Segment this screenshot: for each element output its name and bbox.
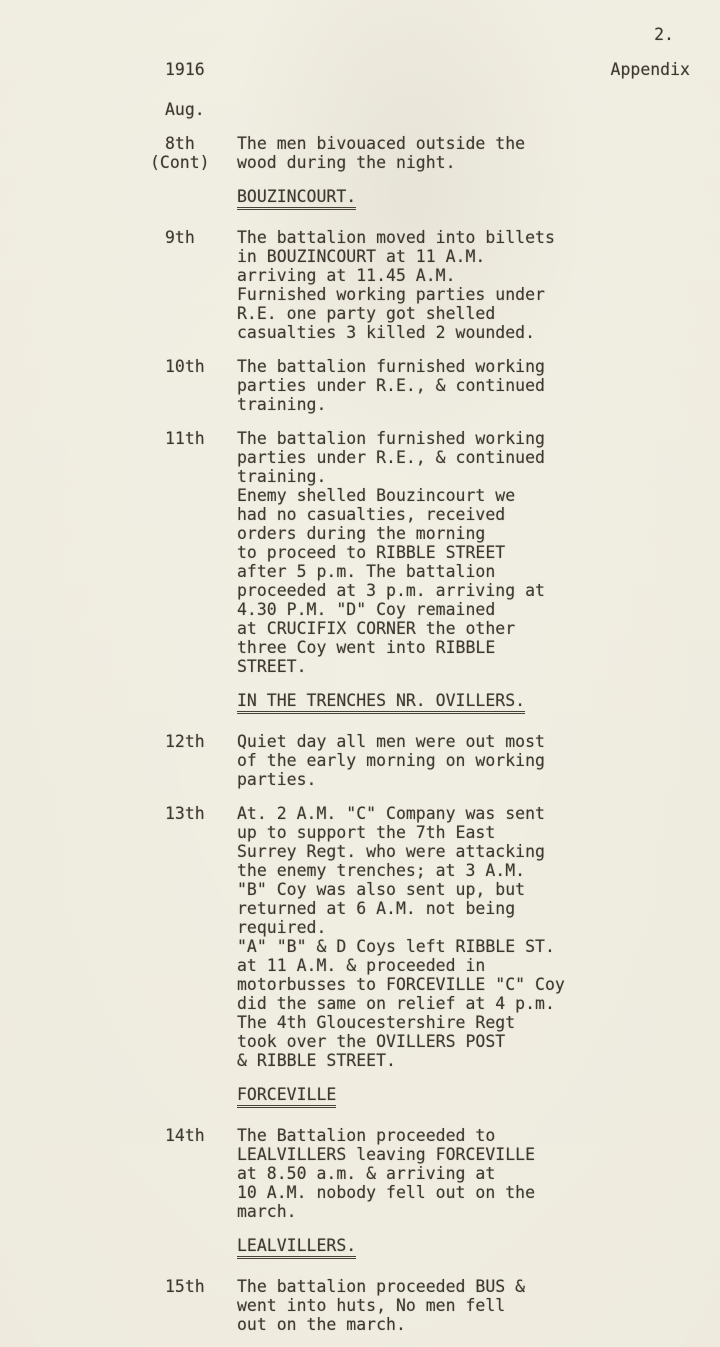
entry-line: three Coy went into RIBBLE [237, 638, 496, 657]
entry-text [237, 429, 720, 676]
entry-line: Furnished working parties under [237, 285, 545, 304]
entry-line: up to support the 7th East [237, 823, 496, 842]
entry-line: at 8.50 a.m. & arriving at [237, 1164, 496, 1183]
entry-line: parties under R.E., & continued [237, 376, 545, 395]
section-heading-row [0, 1085, 720, 1108]
entry-line: 4.30 P.M. "D" Coy remained [237, 600, 496, 619]
diary-entry [0, 357, 720, 414]
entry-line: in BOUZINCOURT at 11 A.M. [237, 247, 486, 266]
entry-text [237, 357, 720, 414]
entry-date-col [165, 732, 237, 751]
entry-text [237, 1126, 720, 1221]
entry-line: The battalion proceeded BUS & [237, 1277, 526, 1296]
entry-line: had no casualties, received [237, 505, 506, 524]
entry-line: proceeded at 3 p.m. arriving at [237, 581, 545, 600]
page-number: 2. [654, 25, 674, 44]
entry-date: 8th [165, 134, 195, 153]
entry-date: 14th [165, 1126, 205, 1145]
entry-date: 15th [165, 1277, 205, 1296]
entry-line: at 11 A.M. & proceeded in [237, 956, 486, 975]
entry-line: the enemy trenches; at 3 A.M. [237, 861, 526, 880]
entry-line: of the early morning on working [237, 751, 545, 770]
diary-entry [0, 804, 720, 1070]
entry-line: required. [237, 918, 327, 937]
entry-line: STREET. [237, 657, 307, 676]
section-heading: IN THE TRENCHES NR. OVILLERS. [237, 691, 525, 714]
entry-line: LEALVILLERS leaving FORCEVILLE [237, 1145, 536, 1164]
entry-line: Enemy shelled Bouzincourt we [237, 486, 516, 505]
section-heading-row [0, 1236, 720, 1259]
entry-date-col [150, 134, 237, 172]
entry-line: The 4th Gloucestershire Regt [237, 1013, 516, 1032]
entry-date: 9th [165, 228, 195, 247]
entry-date-col [165, 357, 237, 376]
section-heading-row [0, 691, 720, 714]
section-heading: BOUZINCOURT. [237, 187, 356, 210]
entry-line: training. [237, 395, 327, 414]
entry-line: took over the OVILLERS POST [237, 1032, 506, 1051]
entry-line: The battalion furnished working [237, 357, 545, 376]
entry-line: went into huts, No men fell [237, 1296, 506, 1315]
entry-line: after 5 p.m. The battalion [237, 562, 496, 581]
entry-text [237, 228, 720, 342]
entry-date-col [165, 1277, 237, 1296]
entry-line: to proceed to RIBBLE STREET [237, 543, 506, 562]
year-label: 1916 [165, 60, 205, 79]
diary-entry [0, 732, 720, 789]
entry-date: 10th [165, 357, 205, 376]
entry-line: Quiet day all men were out most [237, 732, 545, 751]
entry-line: march. [237, 1202, 297, 1221]
entry-line: returned at 6 A.M. not being [237, 899, 516, 918]
entry-line: & RIBBLE STREET. [237, 1051, 396, 1070]
entry-line: parties. [237, 770, 317, 789]
entry-line: training. [237, 467, 327, 486]
entry-date-col [165, 429, 237, 448]
entry-text [237, 134, 720, 172]
entry-line: The battalion furnished working [237, 429, 545, 448]
entry-line: orders during the morning [237, 524, 486, 543]
section-heading: FORCEVILLE [237, 1085, 336, 1108]
entry-date-col [165, 228, 237, 247]
diary-entry [0, 228, 720, 342]
entry-line: at CRUCIFIX CORNER the other [237, 619, 516, 638]
entry-line: motorbusses to FORCEVILLE "C" Coy [237, 975, 565, 994]
entry-text [237, 732, 720, 789]
header-row [0, 60, 720, 79]
entry-line: The men bivouaced outside the [237, 134, 526, 153]
entry-line: "A" "B" & D Coys left RIBBLE ST. [237, 937, 555, 956]
entry-line: casualties 3 killed 2 wounded. [237, 323, 536, 342]
entry-date: 13th [165, 804, 205, 823]
entry-line: wood during the night. [237, 153, 456, 172]
entry-line: parties under R.E., & continued [237, 448, 545, 467]
entry-date: 12th [165, 732, 205, 751]
entry-line: R.E. one party got shelled [237, 304, 496, 323]
entry-line: The Battalion proceeded to [237, 1126, 496, 1145]
entry-date: 11th [165, 429, 205, 448]
entry-line: Surrey Regt. who were attacking [237, 842, 545, 861]
entry-date-cont: (Cont) [150, 153, 210, 172]
entry-line: The battalion moved into billets [237, 228, 555, 247]
entry-date-col [165, 804, 237, 823]
diary-entries [0, 134, 720, 1334]
entry-text [237, 1277, 720, 1334]
diary-entry [0, 1126, 720, 1221]
entry-line: out on the march. [237, 1315, 406, 1334]
entry-text [237, 804, 720, 1070]
entry-line: At. 2 A.M. "C" Company was sent [237, 804, 545, 823]
diary-entry [0, 429, 720, 676]
diary-entry [0, 1277, 720, 1334]
entry-date-col [165, 1126, 237, 1145]
entry-line: "B" Coy was also sent up, but [237, 880, 526, 899]
diary-entry [0, 134, 720, 172]
appendix-label: Appendix [610, 60, 690, 79]
entry-line: did the same on relief at 4 p.m. [237, 994, 555, 1013]
entry-line: 10 A.M. nobody fell out on the [237, 1183, 536, 1202]
entry-line: arriving at 11.45 A.M. [237, 266, 456, 285]
section-heading-row [0, 187, 720, 210]
section-heading: LEALVILLERS. [237, 1236, 356, 1259]
month-label: Aug. [165, 100, 205, 119]
